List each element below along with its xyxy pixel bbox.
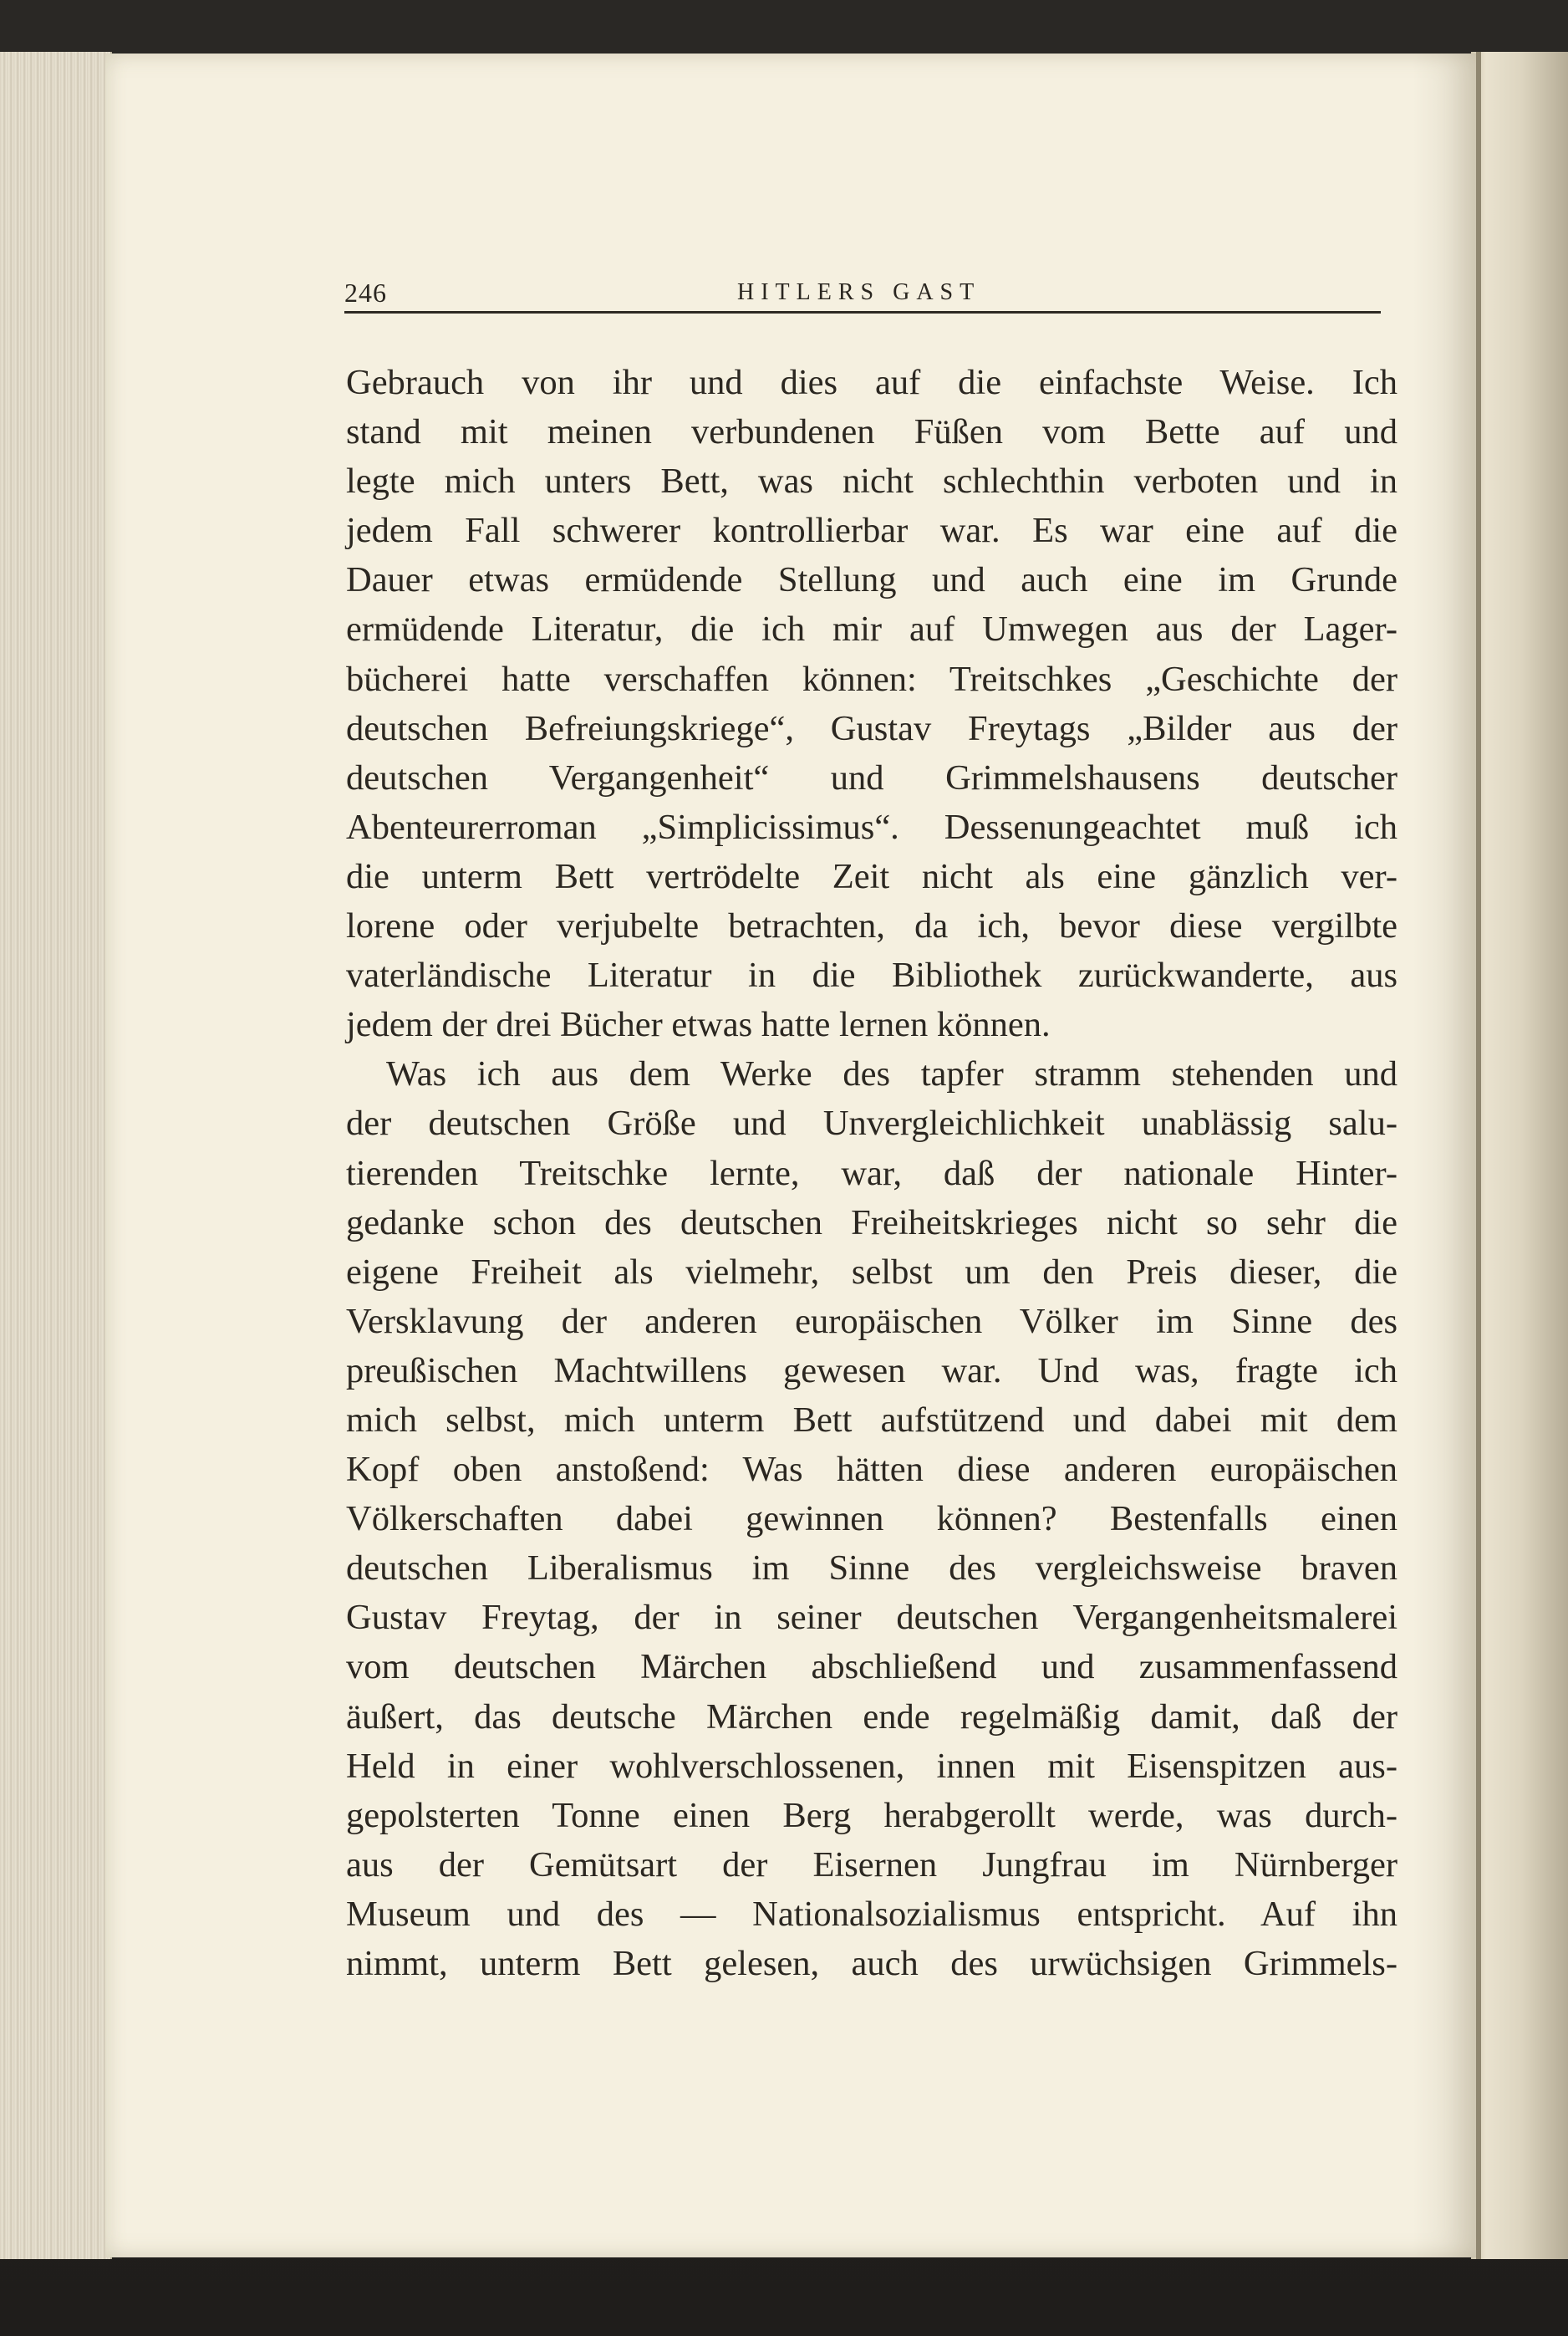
page-edges-right — [1471, 52, 1568, 2259]
text-line: aus der Gemütsart der Eisernen Jungfrau im Nürnberger — [346, 1844, 1397, 1885]
text-line: nimmt, unterm Bett gelesen, auch des urwüchsigen Grimmels- — [346, 1944, 1397, 1983]
text-line: lorene oder verjubelte betrachten, da ich, bevor diese vergilbte — [346, 906, 1397, 946]
paragraph-1 — [346, 358, 1397, 1049]
text-line: Völkerschaften dabei gewinnen können? Bestenfalls einen — [346, 1499, 1397, 1539]
text-line: deutschen Liberalismus im Sinne des vergleichsweise braven — [346, 1548, 1397, 1589]
text-line: vom deutschen Märchen abschließend und zusammenfassend — [346, 1647, 1397, 1687]
text-line: jedem der drei Bücher etwas hatte lernen können. — [346, 1005, 1051, 1045]
text-line: vaterländische Literatur in die Bibliothek zurückwanderte, aus — [346, 956, 1397, 996]
text-line: preußischen Machtwillens gewesen war. Und was, fragte ich — [346, 1350, 1397, 1390]
text-line: legte mich unters Bett, was nicht schlechthin verboten und in — [346, 462, 1397, 502]
text-line: Was ich aus dem Werke des tapfer stramm stehenden und — [386, 1054, 1397, 1094]
page-number: 246 — [344, 278, 387, 308]
text-line: deutschen Vergangenheit“ und Grimmelshausens deutscher — [346, 757, 1397, 798]
text-line: Gebrauch von ihr und dies auf die einfachste Weise. Ich — [346, 363, 1397, 402]
text-line: Kopf oben anstoßend: Was hätten diese anderen europäischen — [346, 1450, 1397, 1490]
text-line: Abenteurerroman „Simplicissimus“. Dessenungeachtet muß ich — [346, 807, 1397, 847]
text-line: Held in einer wohlverschlossenen, innen mit Eisenspitzen aus- — [346, 1746, 1397, 1786]
text-line: Museum und des — Nationalsozialismus entspricht. Auf ihn — [346, 1894, 1397, 1934]
text-line: gepolsterten Tonne einen Berg herabgerollt werde, was durch- — [346, 1795, 1397, 1835]
running-head: HITLERS GAST — [737, 279, 981, 305]
header-rule — [344, 311, 1381, 314]
text-line: äußert, das deutsche Märchen ende regelmäßig damit, daß der — [346, 1696, 1397, 1737]
text-line: Versklavung der anderen europäischen Völker im Sinne des — [346, 1301, 1397, 1341]
text-line: Dauer etwas ermüdende Stellung und auch eine im Grunde — [346, 560, 1397, 600]
text-line: eigene Freiheit als vielmehr, selbst um den Preis dieser, die — [346, 1252, 1397, 1292]
text-line: bücherei hatte verschaffen können: Treitschkes „Geschichte der — [346, 659, 1397, 699]
text-line: tierenden Treitschke lernte, war, daß der nationale Hinter- — [346, 1153, 1397, 1193]
text-line: stand mit meinen verbundenen Füßen vom Bette auf und — [346, 412, 1397, 452]
text-line: Gustav Freytag, der in seiner deutschen Vergangenheitsmalerei — [346, 1598, 1397, 1638]
book-fold-right — [1476, 52, 1481, 2259]
body-text — [346, 358, 1397, 1988]
text-line: die unterm Bett vertrödelte Zeit nicht als eine gänzlich ver- — [346, 856, 1397, 896]
paragraph-2 — [346, 1049, 1397, 1988]
text-line: gedanke schon des deutschen Freiheitskrieges nicht so sehr die — [346, 1202, 1397, 1242]
text-line: ermüdende Literatur, die ich mir auf Umwegen aus der Lager- — [346, 610, 1397, 650]
text-line: der deutschen Größe und Unvergleichlichkeit unablässig salu- — [346, 1104, 1397, 1144]
page-edges-left — [0, 52, 112, 2259]
text-line: mich selbst, mich unterm Bett aufstützend und dabei mit dem — [346, 1400, 1397, 1440]
text-line: jedem Fall schwerer kontrollierbar war. Es war eine auf die — [346, 511, 1397, 551]
text-line: deutschen Befreiungskriege“, Gustav Freytags „Bilder aus der — [346, 708, 1397, 748]
